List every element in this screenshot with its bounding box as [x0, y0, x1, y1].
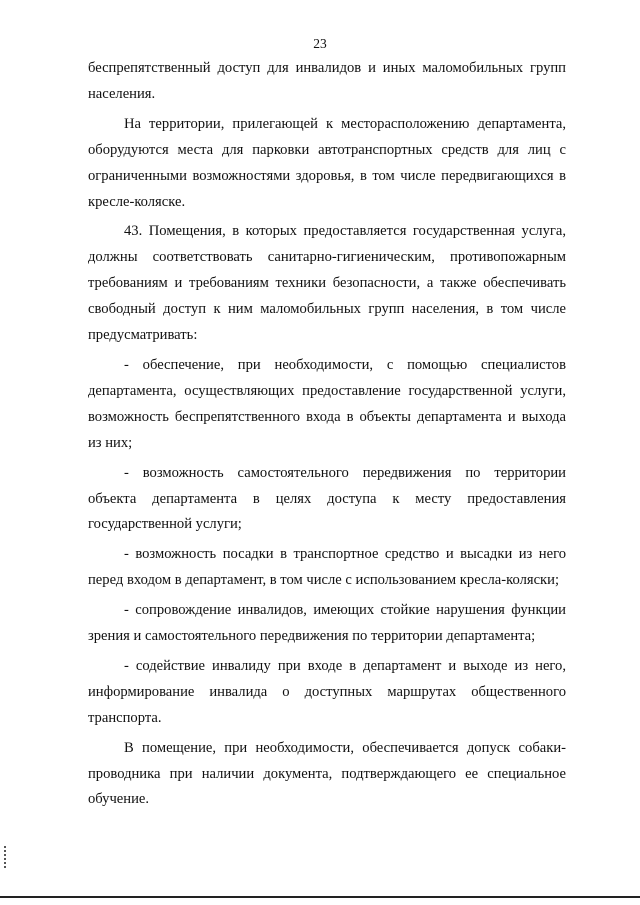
list-item-entry-exit: - обеспечение, при необходимости, с помощью специалистов департамента, осуществляющих предоставление государственной услуги, возможность беспрепятственного входа в объекты департамента и выхода из них; [88, 356, 566, 451]
paragraph-parking: На территории, прилегающей к месторасположению департамента, оборудуются места для парковки автотранспортных средств для лиц с ограниченными возможностями здоровья, в том числе передвигающихся в кресле-коляске. [88, 115, 566, 210]
page-number: 23 [313, 36, 327, 51]
list-item-escort: - сопровождение инвалидов, имеющих стойкие нарушения функции зрения и самостоятельного передвижения по территории департамента; [88, 602, 566, 645]
paragraph-item-43: 43. Помещения, в которых предоставляется государственная услуга, должны соответствовать санитарно-гигиеническим, противопожарным требованиям и требованиям техники безопасности, а также обеспечивать свободный доступ к ним маломобильных групп населения, в том числе предусматривать: [88, 223, 566, 344]
list-item-assistance: - содействие инвалиду при входе в департамент и выходе из него, информирование инвалида о доступных маршрутах общественного транспорта. [88, 657, 566, 726]
document-body [88, 56, 566, 813]
paragraph-guide-dog: В помещение, при необходимости, обеспечивается допуск собаки-проводника при наличии документа, подтверждающего ее специальное обучение. [88, 739, 566, 808]
list-item-transport: - возможность посадки в транспортное средство и высадки из него перед входом в департамент, в том числе с использованием кресла-коляски; [88, 546, 566, 589]
page-bottom-rule [0, 896, 640, 898]
scan-edge-mark [4, 846, 8, 868]
list-item-movement: - возможность самостоятельного передвижения по территории объекта департамента в целях доступа к месту предоставления государственной услуги; [88, 464, 566, 533]
paragraph-continuation: беспрепятственный доступ для инвалидов и иных маломобильных групп населения. [88, 60, 566, 102]
